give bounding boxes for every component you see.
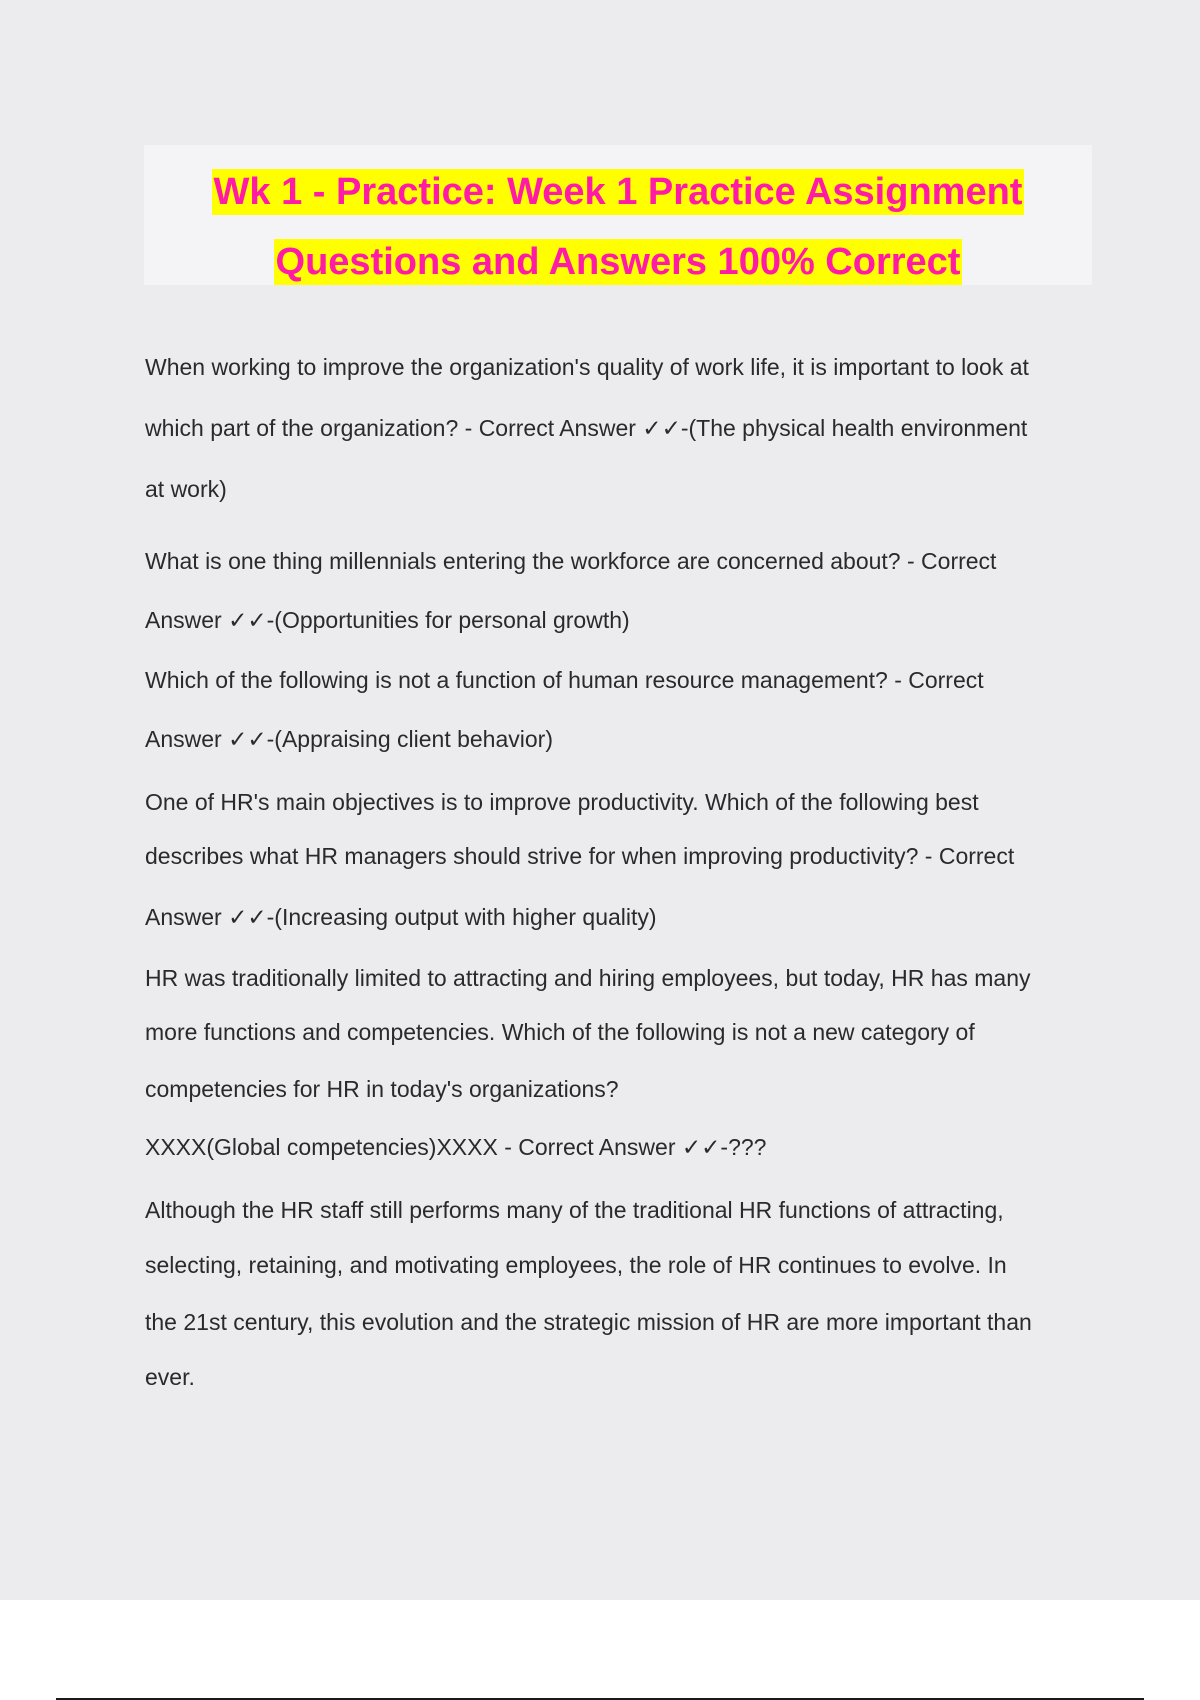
body-line: more functions and competencies. Which of the following is not a new category of — [145, 1019, 975, 1045]
body-line: describes what HR managers should strive for when improving productivity? - Correct — [145, 843, 1015, 869]
document-title-line-1: Wk 1 - Practice: Week 1 Practice Assignment — [213, 171, 1023, 213]
body-line: the 21st century, this evolution and the strategic mission of HR are more important than — [145, 1309, 1032, 1335]
body-line: Answer ✓✓-(Opportunities for personal growth) — [145, 607, 630, 633]
body-line: Which of the following is not a function of human resource management? - Correct — [145, 667, 984, 693]
body-line: Answer ✓✓-(Increasing output with higher quality) — [145, 904, 657, 930]
body-line: What is one thing millennials entering the workforce are concerned about? - Correct — [145, 548, 997, 574]
body-line: competencies for HR in today's organizations? — [145, 1076, 619, 1102]
body-line: Although the HR staff still performs many of the traditional HR functions of attracting, — [145, 1197, 1004, 1223]
body-line: at work) — [145, 476, 227, 502]
body-line: When working to improve the organization's quality of work life, it is important to look at — [145, 354, 1029, 380]
body-line: Answer ✓✓-(Appraising client behavior) — [145, 726, 553, 752]
title-block — [144, 145, 1092, 285]
body-line: HR was traditionally limited to attracting and hiring employees, but today, HR has many — [145, 965, 1031, 991]
body-line: XXXX(Global competencies)XXXX - Correct Answer ✓✓-??? — [145, 1134, 767, 1160]
document-title-line-2: Questions and Answers 100% Correct — [275, 241, 961, 283]
body-line: selecting, retaining, and motivating employees, the role of HR continues to evolve. In — [145, 1252, 1007, 1278]
body-line: One of HR's main objectives is to improve productivity. Which of the following best — [145, 789, 979, 815]
body-line: ever. — [145, 1364, 195, 1390]
body-line: which part of the organization? - Correct Answer ✓✓-(The physical health environment — [145, 415, 1028, 441]
